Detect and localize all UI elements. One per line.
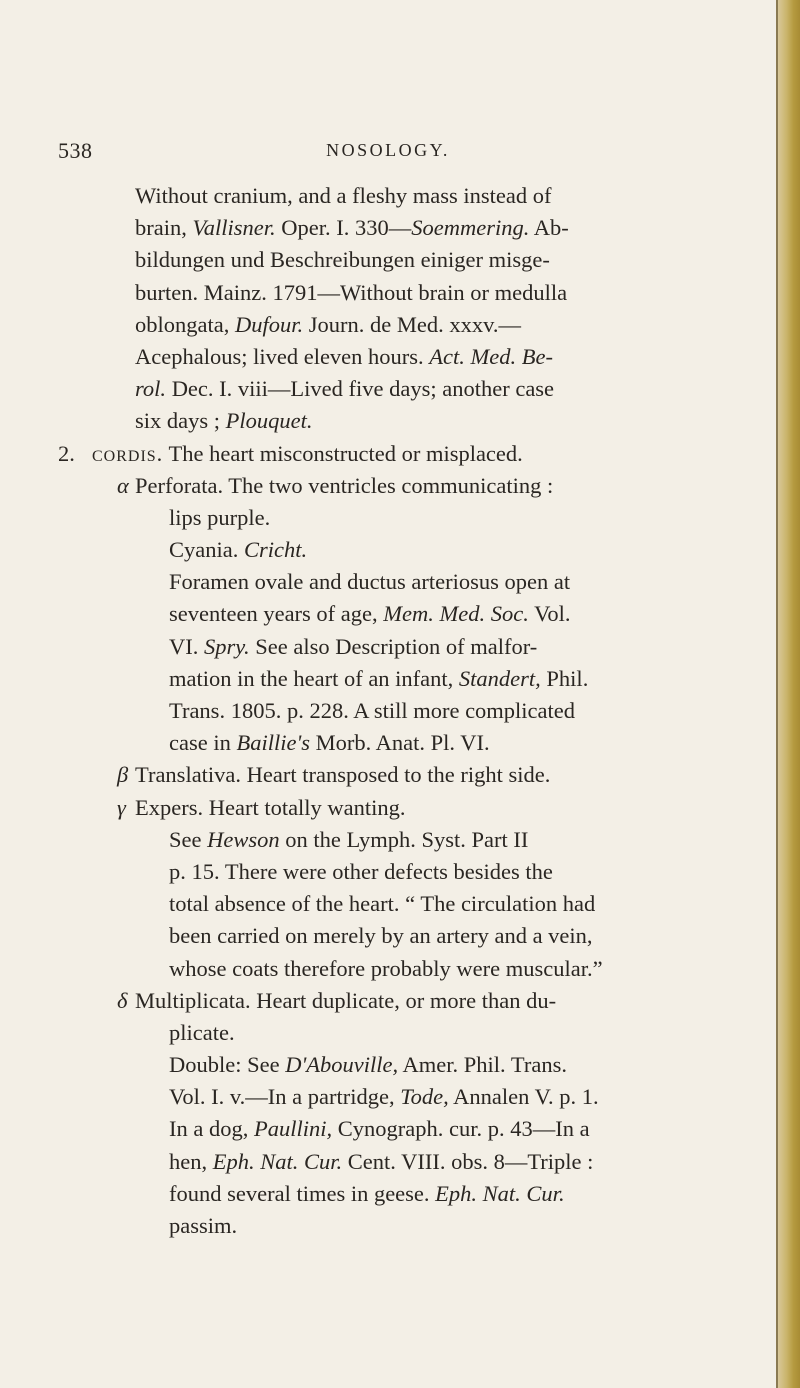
text-run: See also Description of malfor- bbox=[249, 633, 538, 659]
text-line bbox=[58, 953, 728, 985]
text-run: bildungen und Beschreibungen einiger misge- bbox=[135, 247, 550, 273]
text-line bbox=[58, 470, 728, 502]
text-run: six days ; bbox=[135, 408, 226, 434]
text-run: Ab- bbox=[529, 215, 569, 241]
text-run: been carried on merely by an artery and a vein, bbox=[169, 923, 593, 949]
text-run: Cent. VIII. obs. 8—Triple : bbox=[342, 1148, 594, 1174]
italic-reference: Eph. Nat. Cur. bbox=[435, 1180, 565, 1206]
text-run: Annalen V. p. 1. bbox=[448, 1084, 599, 1110]
text-run: plicate. bbox=[169, 1019, 235, 1045]
small-caps-heading: cordis. bbox=[92, 440, 164, 466]
text-line bbox=[58, 1146, 728, 1178]
text-line bbox=[58, 1113, 728, 1145]
text-line bbox=[58, 341, 728, 373]
italic-reference: Standert, bbox=[458, 665, 541, 691]
entry-number: 2. bbox=[58, 440, 75, 466]
text-run: VI. bbox=[169, 633, 204, 659]
text-line bbox=[58, 212, 728, 244]
text-line bbox=[58, 631, 728, 663]
text-line bbox=[58, 856, 728, 888]
text-line bbox=[58, 534, 728, 566]
text-line bbox=[58, 888, 728, 920]
text-line bbox=[58, 920, 728, 952]
text-run: Dec. I. viii—Lived five days; another case bbox=[166, 376, 555, 402]
text-line bbox=[58, 598, 728, 630]
text-run: Expers. Heart totally wanting. bbox=[135, 794, 406, 820]
italic-reference: Baillie's bbox=[236, 730, 311, 756]
italic-reference: D'Abouville, bbox=[285, 1052, 399, 1078]
variety-marker: δ bbox=[117, 987, 128, 1013]
body-text bbox=[58, 180, 728, 1242]
text-run: on the Lymph. Syst. Part II bbox=[279, 826, 529, 852]
text-run: lips purple. bbox=[169, 504, 271, 530]
text-run: Cyania. bbox=[169, 537, 244, 563]
text-run: burten. Mainz. 1791—Without brain or medulla bbox=[135, 279, 568, 305]
text-line bbox=[58, 277, 728, 309]
text-run: The heart misconstructed or misplaced. bbox=[163, 440, 523, 466]
text-line bbox=[58, 438, 728, 470]
text-run: Trans. 1805. p. 228. A still more complicated bbox=[169, 698, 576, 723]
text-run: whose coats therefore probably were muscular.” bbox=[169, 955, 603, 981]
italic-reference: Dufour. bbox=[234, 311, 304, 337]
text-run: seventeen years of age, bbox=[169, 601, 384, 627]
text-line bbox=[58, 727, 728, 759]
italic-reference: Vallisner. bbox=[192, 215, 276, 241]
text-run: Phil. bbox=[540, 665, 589, 691]
text-run: Journ. de Med. xxxv.— bbox=[303, 311, 522, 337]
text-run: Oper. I. 330— bbox=[275, 215, 412, 241]
text-line bbox=[58, 502, 728, 534]
text-run: oblongata, bbox=[135, 311, 235, 337]
text-run: Cynograph. cur. p. 43—In a bbox=[332, 1116, 590, 1142]
text-line bbox=[58, 1178, 728, 1210]
text-run: passim. bbox=[169, 1213, 238, 1238]
italic-reference: Spry. bbox=[204, 633, 250, 659]
italic-reference: Cricht. bbox=[243, 537, 308, 563]
variety-marker: γ bbox=[117, 794, 126, 820]
text-line bbox=[58, 663, 728, 695]
text-line bbox=[58, 985, 728, 1017]
page-gilt-edge bbox=[778, 0, 800, 1388]
text-line bbox=[58, 792, 728, 824]
page-number: 538 bbox=[58, 138, 93, 163]
text-run: In a dog, bbox=[169, 1116, 254, 1142]
text-run: brain, bbox=[135, 215, 193, 241]
text-run: mation in the heart of an infant, bbox=[169, 665, 459, 691]
text-run: Morb. Anat. Pl. VI. bbox=[310, 730, 490, 756]
text-run: See bbox=[169, 826, 208, 852]
italic-reference: Hewson bbox=[207, 826, 280, 852]
running-head: NOSOLOGY. bbox=[326, 140, 450, 160]
text-run: Multiplicata. Heart duplicate, or more than du- bbox=[135, 987, 557, 1013]
text-run: Vol. bbox=[528, 601, 571, 627]
text-line bbox=[58, 1017, 728, 1049]
italic-reference: Eph. Nat. Cur. bbox=[212, 1148, 343, 1174]
text-line bbox=[58, 309, 728, 341]
italic-reference: Tode, bbox=[400, 1084, 449, 1110]
text-line bbox=[58, 1210, 728, 1242]
text-run: total absence of the heart. “ The circulation had bbox=[169, 891, 596, 917]
italic-reference: Act. Med. Be- bbox=[429, 343, 553, 369]
italic-reference: Plouquet. bbox=[225, 408, 313, 434]
text-line bbox=[58, 1081, 728, 1113]
text-line bbox=[58, 405, 728, 437]
text-run: Without cranium, and a fleshy mass instead of bbox=[135, 183, 552, 208]
italic-reference: Mem. Med. Soc. bbox=[383, 601, 529, 627]
italic-reference: Soemmering. bbox=[411, 215, 530, 241]
text-run: Foramen ovale and ductus arteriosus open at bbox=[169, 569, 571, 595]
italic-reference: Paullini, bbox=[253, 1116, 333, 1142]
text-run: Translativa. Heart transposed to the right side. bbox=[135, 762, 551, 788]
text-run: Acephalous; lived eleven hours. bbox=[135, 343, 430, 369]
text-line bbox=[58, 1049, 728, 1081]
page-header bbox=[58, 138, 718, 168]
text-run: p. 15. There were other defects besides the bbox=[169, 858, 553, 884]
text-line bbox=[58, 244, 728, 276]
variety-marker: α bbox=[117, 472, 129, 498]
italic-reference: rol. bbox=[135, 376, 167, 402]
text-run: Vol. I. v.—In a partridge, bbox=[169, 1084, 401, 1110]
text-run: Amer. Phil. Trans. bbox=[398, 1052, 567, 1078]
text-run: hen, bbox=[169, 1148, 213, 1174]
text-run: found several times in geese. bbox=[169, 1180, 436, 1206]
text-line bbox=[58, 759, 728, 791]
text-line bbox=[58, 373, 728, 405]
text-line bbox=[58, 180, 728, 212]
text-line bbox=[58, 566, 728, 598]
text-run: Perforata. The two ventricles communicating : bbox=[135, 472, 554, 498]
text-run: case in bbox=[169, 730, 237, 756]
text-line bbox=[58, 695, 728, 727]
text-line bbox=[58, 824, 728, 856]
text-run: Double: See bbox=[169, 1052, 286, 1078]
variety-marker: β bbox=[117, 762, 129, 788]
